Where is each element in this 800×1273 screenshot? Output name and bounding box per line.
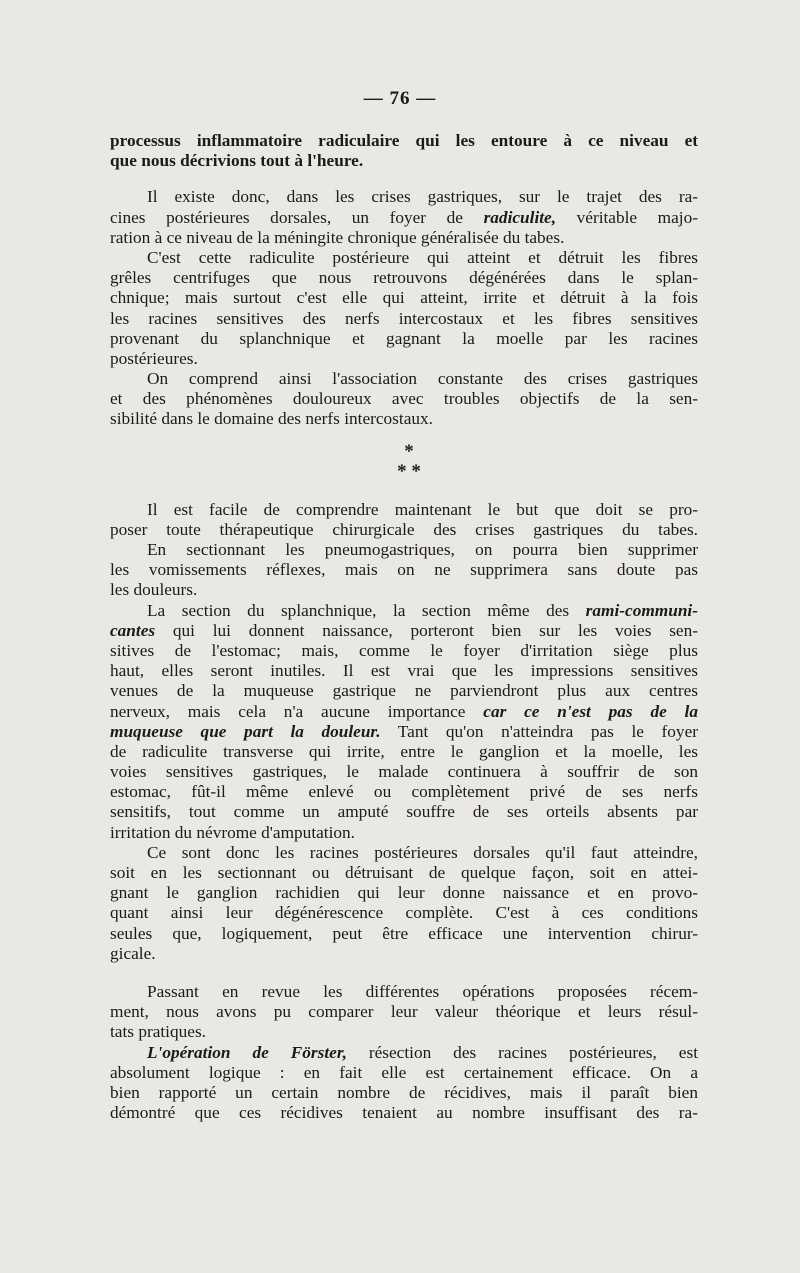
text-line: démontré que ces récidives tenaient au nombre insuffisant des ra- bbox=[110, 1103, 698, 1123]
emphasis-cantes: cantes bbox=[110, 620, 156, 640]
text-line: les racines sensitives des nerfs intercostaux et les fibres sensitives bbox=[110, 308, 698, 328]
text-line: que nous décrivions tout à l'heure. bbox=[110, 151, 364, 171]
section-break-asterisks bbox=[110, 442, 698, 482]
emphasis-operation-forster: L'opération de Förster, bbox=[147, 1042, 347, 1062]
text-line: seules que, logiquement, peut être efficace une intervention chirur- bbox=[110, 923, 698, 943]
text-line: quant ainsi leur dégénérescence complète. C'est à ces conditions bbox=[110, 903, 698, 923]
emphasis-muqueuse: muqueuse que part la douleur. bbox=[110, 721, 381, 741]
text-fragment: Tant qu'on n'atteindra pas le foyer bbox=[380, 721, 698, 741]
text-fragment: qui lui donnent naissance, porteront bien sur les voies sen- bbox=[155, 620, 698, 640]
text-line: C'est cette radiculite postérieure qui atteint et détruit les fibres bbox=[147, 247, 698, 267]
text-line: sensitifs, tout comme un amputé souffre de ses orteils absents par bbox=[110, 802, 698, 822]
text-line: Il est facile de comprendre maintenant le but que doit se pro- bbox=[147, 499, 698, 519]
text-line: sitives de l'estomac; mais, comme le foyer d'irritation siège plus bbox=[110, 640, 698, 660]
text-line bbox=[110, 208, 698, 228]
text-line: soit en les sectionnant ou détruisant de quelque façon, soit en attei- bbox=[110, 863, 698, 882]
text-line: venues de la muqueuse gastrique ne parviendront plus aux centres bbox=[110, 681, 698, 701]
text-line: de radiculite transverse qui irrite, entre le ganglion et la moelle, les bbox=[110, 741, 698, 761]
text-line: Il existe donc, dans les crises gastriques, sur le trajet des ra- bbox=[147, 187, 698, 207]
text-line: gnant le ganglion rachidien qui leur donne naissance et en provo- bbox=[110, 883, 698, 903]
paragraph-2 bbox=[110, 187, 698, 248]
text-line: provenant du splanchnique et gagnant la moelle par les racines bbox=[110, 328, 698, 348]
text-line: sibilité dans le domaine des nerfs intercostaux. bbox=[110, 409, 433, 429]
paragraph-10 bbox=[110, 1043, 698, 1124]
page-body bbox=[110, 131, 698, 1123]
text-fragment: La section du splanchnique, la section même des bbox=[147, 600, 586, 620]
text-line: absolument logique : en fait elle est certainement efficace. On a bbox=[110, 1062, 698, 1082]
text-line: processus inflammatoire radiculaire qui les entoure à ce niveau et bbox=[110, 131, 698, 150]
paragraph-9 bbox=[110, 982, 698, 1043]
text-line: et des phénomènes douloureux avec troubles objectifs de la sen- bbox=[110, 389, 698, 409]
text-line: les douleurs. bbox=[110, 580, 198, 600]
text-line: voies sensitives gastriques, le malade continuera à souffrir de son bbox=[110, 762, 698, 782]
text-line bbox=[110, 601, 698, 621]
text-fragment: véritable majo- bbox=[556, 207, 698, 227]
text-line: chnique; mais surtout c'est elle qui atteint, irrite et détruit à la fois bbox=[110, 288, 698, 308]
emphasis-car-ce: car ce n'est pas de la bbox=[483, 701, 698, 721]
text-line: irritation du névrome d'amputation. bbox=[110, 822, 355, 842]
text-line bbox=[110, 1043, 698, 1063]
text-line: En sectionnant les pneumogastriques, on pourra bien supprimer bbox=[147, 540, 698, 559]
text-fragment: cines postérieures dorsales, un foyer de bbox=[110, 207, 484, 227]
text-line: On comprend ainsi l'association constante des crises gastriques bbox=[147, 369, 698, 389]
text-line: poser toute thérapeutique chirurgicale des crises gastriques du tabes. bbox=[110, 519, 698, 539]
text-line: haut, elles seront inutiles. Il est vrai que les impressions sensitives bbox=[110, 661, 698, 681]
text-line: bien rapporté un certain nombre de récidives, mais il paraît bien bbox=[110, 1082, 698, 1102]
text-line: estomac, fût-il même enlevé ou complètement privé de ses nerfs bbox=[110, 782, 698, 802]
text-line: Ce sont donc les racines postérieures dorsales qu'il faut atteindre, bbox=[147, 842, 698, 862]
text-fragment: nerveux, mais cela n'a aucune importance bbox=[110, 701, 484, 721]
text-line bbox=[110, 722, 698, 742]
emphasis-radiculite: radiculite, bbox=[483, 207, 557, 227]
asterisk-top: * bbox=[404, 440, 414, 462]
text-line: Passant en revue les différentes opérations proposées récem- bbox=[147, 981, 698, 1001]
paragraph-5 bbox=[110, 500, 698, 540]
paragraph-6 bbox=[110, 540, 698, 601]
page-number: — 76 — bbox=[363, 88, 437, 109]
paragraph-4 bbox=[110, 369, 698, 430]
text-line: ration à ce niveau de la méningite chronique généralisée du tabes. bbox=[110, 227, 565, 247]
text-line: gicale. bbox=[110, 943, 156, 963]
text-fragment: résection des racines postérieures, est bbox=[346, 1042, 698, 1062]
text-line: ment, nous avons pu comparer leur valeur théorique et leurs résul- bbox=[110, 1002, 698, 1022]
text-line: grêles centrifuges que nous retrouvons dégénérées dans le splan- bbox=[110, 268, 698, 288]
text-line bbox=[110, 621, 698, 641]
paragraph-8 bbox=[110, 843, 698, 964]
text-line bbox=[110, 702, 698, 722]
text-line: les vomissements réflexes, mais on ne supprimera sans doute pas bbox=[110, 560, 698, 580]
asterisk-bottom: * * bbox=[397, 460, 421, 482]
paragraph-1 bbox=[110, 131, 698, 171]
text-line: postérieures. bbox=[110, 348, 198, 368]
paragraph-3 bbox=[110, 248, 698, 369]
emphasis-rami: rami-communi- bbox=[585, 600, 698, 620]
text-line: tats pratiques. bbox=[110, 1022, 206, 1042]
paragraph-7 bbox=[110, 601, 698, 843]
